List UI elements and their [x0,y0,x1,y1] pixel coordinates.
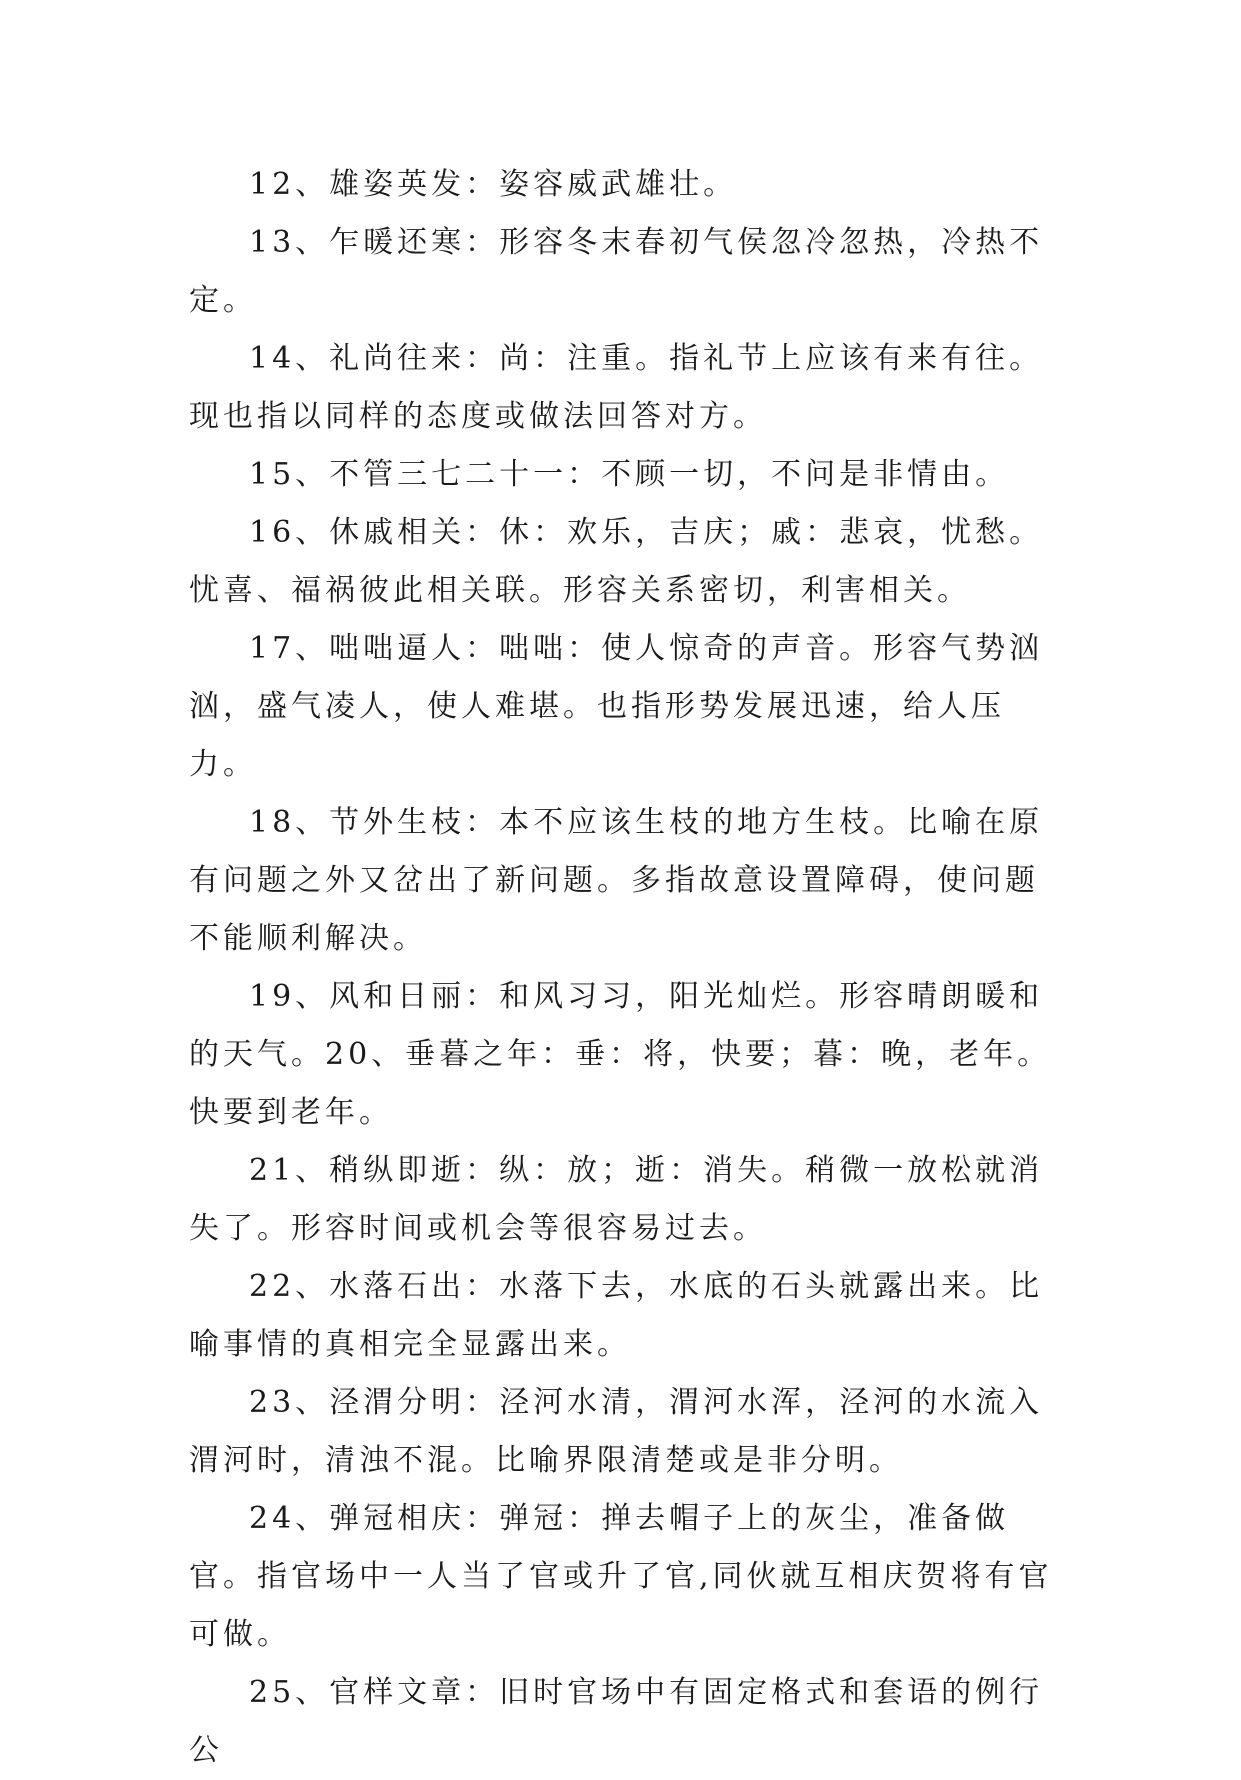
paragraph-21: 21、稍纵即逝：纵：放；逝：消失。稍微一放松就消失了。形容时间或机会等很容易过去。 [189,1153,1044,1246]
paragraph-18: 18、节外生枝：本不应该生枝的地方生枝。比喻在原有问题之外又岔出了新问题。多指故意设置障碍，使问题不能顺利解决。 [189,805,1044,956]
paragraph-19-20: 19、风和日丽：和风习习，阳光灿烂。形容晴朗暖和的天气。20、垂暮之年：垂：将，快要；暮：晚，老年。快要到老年。 [189,979,1052,1130]
document-body [189,156,1069,1780]
paragraph-22: 22、水落石出：水落下去，水底的石头就露出来。比喻事情的真相完全显露出来。 [189,1269,1044,1362]
paragraph-13: 13、乍暖还寒：形容冬末春初气侯忽冷忽热，冷热不定。 [189,225,1044,318]
paragraph-25: 25、官样文章：旧时官场中有固定格式和套语的例行公 [189,1675,1044,1768]
paragraph-15: 15、不管三七二十一：不顾一切，不问是非情由。 [249,457,1010,492]
paragraph-23: 23、泾渭分明：泾河水清，渭河水浑，泾河的水流入渭河时，清浊不混。比喻界限清楚或是非分明。 [189,1385,1044,1478]
paragraph-17: 17、咄咄逼人：咄咄：使人惊奇的声音。形容气势汹汹，盛气凌人，使人难堪。也指形势发展迅速，给人压力。 [189,631,1044,782]
paragraph-16: 16、休戚相关：休：欢乐，吉庆；戚：悲哀，忧愁。忧喜、福祸彼此相关联。形容关系密切，利害相关。 [189,515,1044,608]
paragraph-12: 12、雄姿英发：姿容威武雄壮。 [249,167,738,202]
paragraph-24: 24、弹冠相庆：弹冠：掸去帽子上的灰尘，准备做官。指官场中一人当了官或升了官,同伙就互相庆贺将有官可做。 [189,1501,1053,1652]
paragraph-14: 14、礼尚往来：尚：注重。指礼节上应该有来有往。现也指以同样的态度或做法回答对方。 [189,341,1044,434]
